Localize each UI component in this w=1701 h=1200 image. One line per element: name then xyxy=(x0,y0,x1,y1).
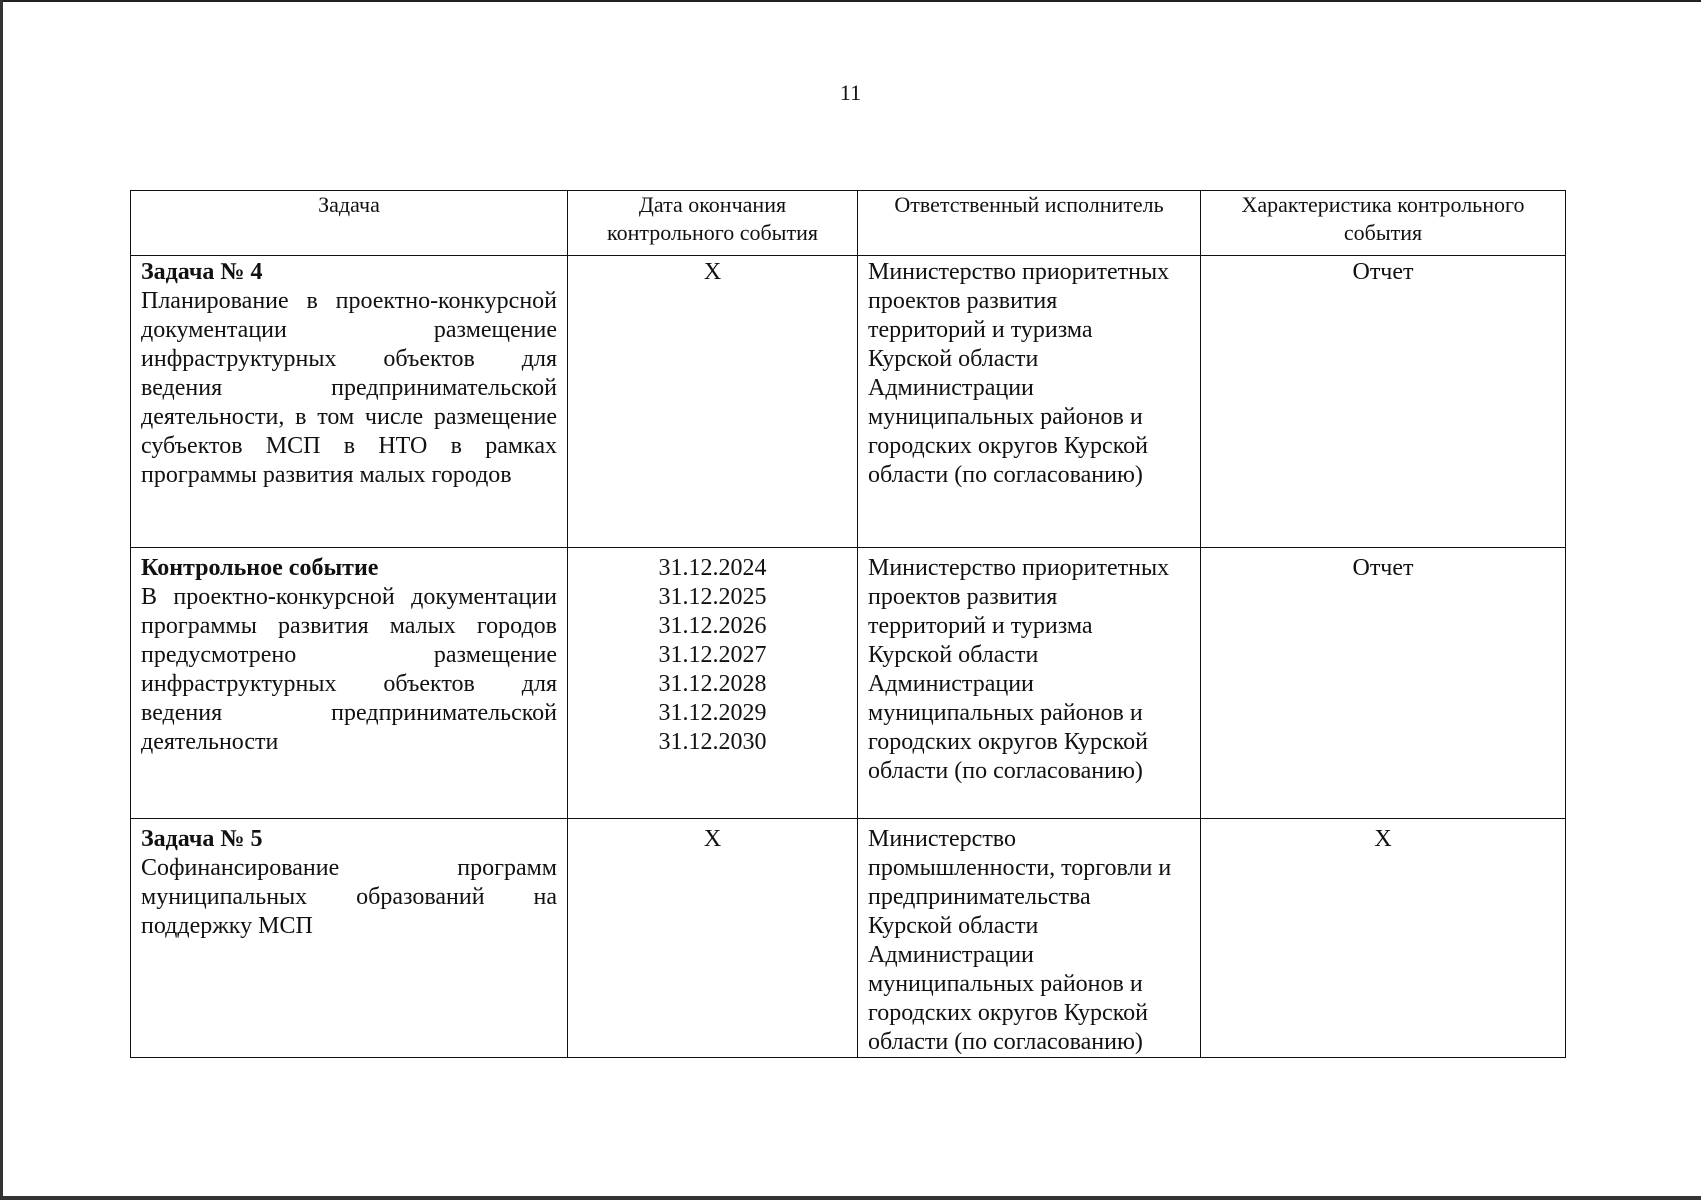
task-cell xyxy=(131,819,568,1058)
date-value: Х xyxy=(703,259,722,285)
date-item: 31.12.2029 xyxy=(658,700,767,726)
date-cell xyxy=(568,819,858,1058)
responsible-text: Министерство приоритетных проектов развития территорий и туризма Курской области Администрации муниципальных районов и городских округов Курской области (по согласованию) xyxy=(868,555,1170,784)
date-cell xyxy=(568,256,858,548)
task-cell xyxy=(131,256,568,548)
task-title: Контрольное событие xyxy=(141,555,379,581)
header-responsible: Ответственный исполнитель xyxy=(858,191,1201,256)
header-characteristic: Характеристика контрольного события xyxy=(1201,191,1566,256)
table-row xyxy=(131,819,1566,1058)
scan-edge-bottom xyxy=(0,1196,1701,1200)
characteristic-value: Отчет xyxy=(1352,555,1414,581)
date-item: 31.12.2026 xyxy=(658,613,767,639)
characteristic-value: Х xyxy=(1374,826,1392,852)
date-cell xyxy=(568,548,858,819)
responsible-cell xyxy=(858,548,1201,819)
characteristic-cell xyxy=(1201,819,1566,1058)
task-title: Задача № 4 xyxy=(141,259,263,285)
date-value: Х xyxy=(703,826,722,852)
header-task: Задача xyxy=(131,191,568,256)
events-table xyxy=(130,190,1566,1058)
characteristic-value: Отчет xyxy=(1352,259,1414,285)
date-item: 31.12.2030 xyxy=(658,729,767,755)
responsible-text: Министерство промышленности, торговли и предпринимательства Курской области Администрации муниципальных районов и городских округов Курской области (по согласованию) xyxy=(868,826,1172,1055)
task-cell xyxy=(131,548,568,819)
characteristic-cell xyxy=(1201,548,1566,819)
characteristic-cell xyxy=(1201,256,1566,548)
date-item: 31.12.2027 xyxy=(658,642,767,668)
date-item: 31.12.2028 xyxy=(658,671,767,697)
task-text: Софинансирование программ муниципальных образований на поддержку МСП xyxy=(141,855,557,939)
table-row xyxy=(131,548,1566,819)
responsible-text: Министерство приоритетных проектов развития территорий и туризма Курской области Администрации муниципальных районов и городских округов Курской области (по согласованию) xyxy=(868,259,1170,488)
task-text: Планирование в проектно-конкурсной документации размещение инфраструктурных объектов для ведения предпринимательской деятельности, в том числе размещение субъектов МСП в НТО в рамках программы развития малых городов xyxy=(141,288,557,488)
date-list xyxy=(578,554,847,757)
scan-edge-top xyxy=(0,0,1701,2)
table-header-row xyxy=(131,191,1566,256)
task-text: В проектно-конкурсной документации программы развития малых городов предусмотрено размещение инфраструктурных объектов для ведения предпринимательской деятельности xyxy=(141,584,557,755)
responsible-cell xyxy=(858,256,1201,548)
date-item: 31.12.2024 xyxy=(658,555,767,581)
date-item: 31.12.2025 xyxy=(658,584,767,610)
responsible-cell xyxy=(858,819,1201,1058)
table-row xyxy=(131,256,1566,548)
task-title: Задача № 5 xyxy=(141,826,263,852)
page-number: 11 xyxy=(839,80,862,105)
header-end-date: Дата окончания контрольного события xyxy=(568,191,858,256)
scan-edge-left xyxy=(0,0,3,1200)
